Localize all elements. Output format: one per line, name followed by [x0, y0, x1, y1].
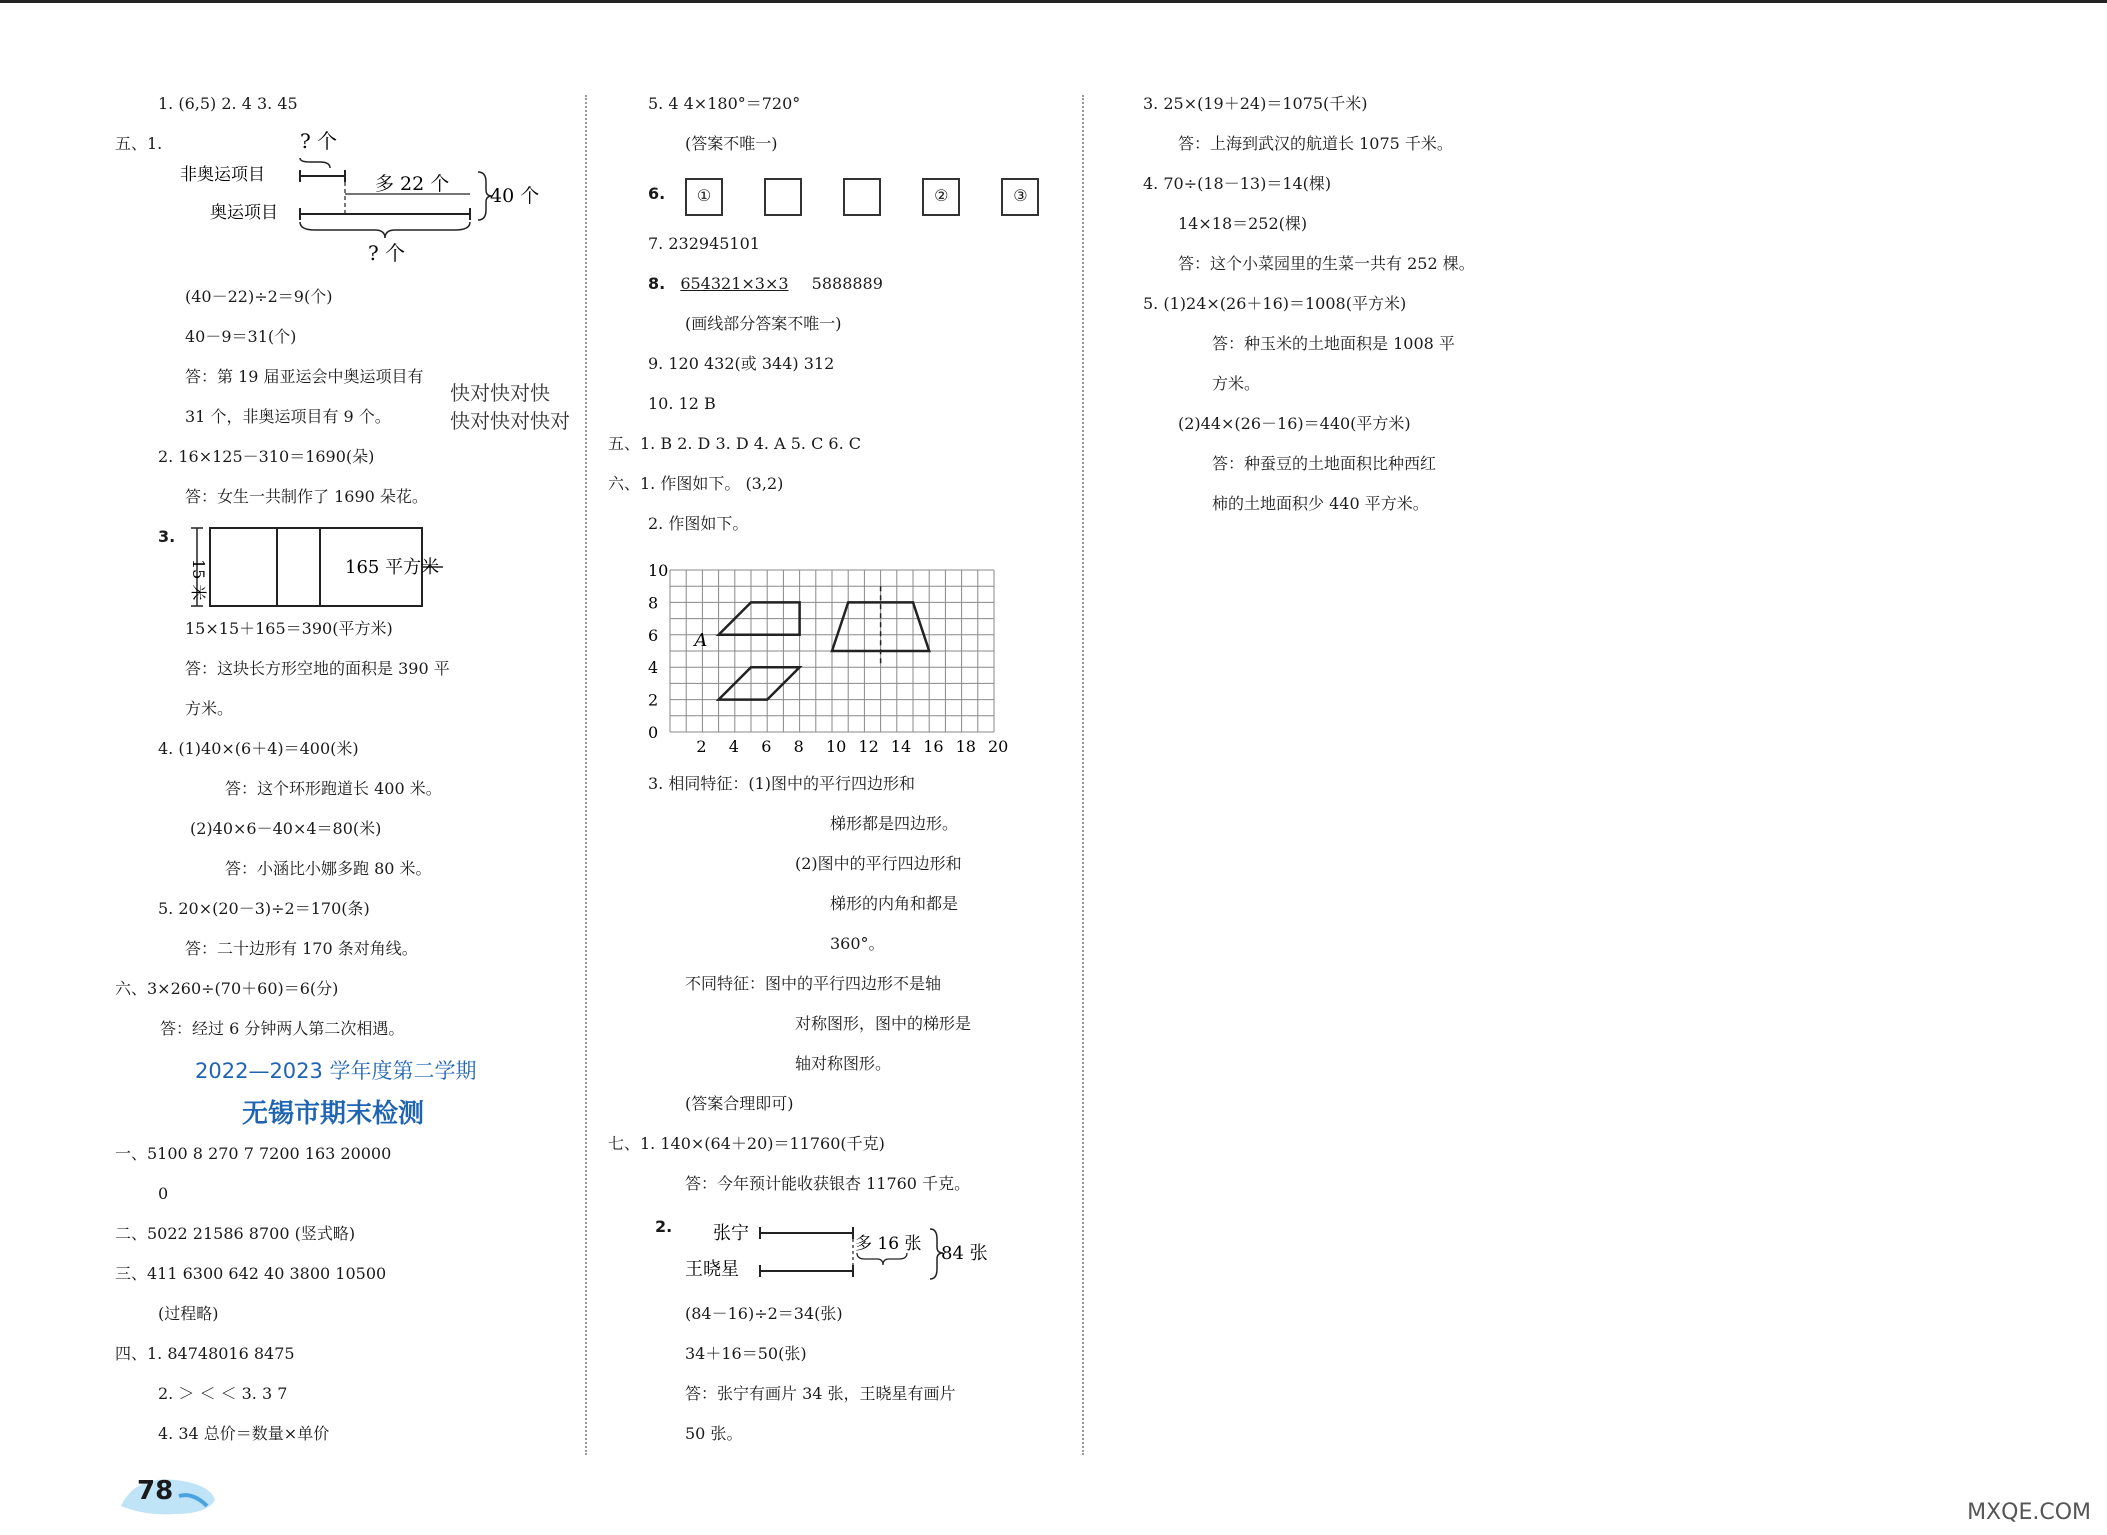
diagram-row-label: 奥运项目	[210, 203, 278, 223]
diagram-difference-label: 多 16 张	[855, 1234, 922, 1254]
answer-line: 五、1. B 2. D 3. D 4. A 5. C 6. C	[608, 434, 861, 453]
section-subtitle: 2022—2023 学年度第二学期	[195, 1059, 477, 1083]
answer-line: 2. 16×125－310＝1690(朵)	[158, 447, 375, 466]
answer-line: 答：小涵比小娜多跑 80 米。	[225, 859, 432, 878]
answer-line: 六、3×260÷(70＋60)＝6(分)	[115, 979, 339, 998]
answer-box	[764, 178, 802, 216]
diagram-total-label: 40 个	[490, 185, 540, 207]
answer-line: 三、411 6300 642 40 3800 10500	[115, 1264, 387, 1283]
x-tick-label: 4	[728, 737, 739, 756]
answer-line: (40－22)÷2＝9(个)	[185, 287, 333, 306]
answer-line: 4. (1)40×(6＋4)＝400(米)	[158, 739, 359, 758]
stamp-overlay-text: 快对快对快对	[450, 409, 570, 433]
answer-line: 答：二十边形有 170 条对角线。	[185, 939, 418, 958]
answer-line: 40－9＝31(个)	[185, 327, 297, 346]
answer-box: ③	[1001, 178, 1039, 216]
answer-line: 答：第 19 届亚运会中奥运项目有	[185, 367, 424, 386]
answer-line: 不同特征：图中的平行四边形不是轴	[685, 974, 942, 993]
answer-line: 方米。	[1212, 374, 1261, 393]
answer-line: (答案不唯一)	[685, 134, 778, 153]
answer-line: (2)44×(26－16)＝440(平方米)	[1178, 414, 1411, 433]
answer-line: 梯形都是四边形。	[830, 814, 959, 833]
answer-line: 答：这个环形跑道长 400 米。	[225, 779, 442, 798]
section-label: 五、1.	[115, 134, 163, 153]
answer-line: 答：上海到武汉的航道长 1075 千米。	[1178, 134, 1453, 153]
answer-line: 答：今年预计能收获银杏 11760 千克。	[685, 1174, 971, 1193]
x-tick-label: 8	[793, 737, 804, 756]
answer-line: 答：种玉米的土地面积是 1008 平	[1212, 334, 1455, 353]
answer-line: 15×15＋165＝390(平方米)	[185, 619, 393, 638]
x-tick-label: 14	[890, 737, 912, 756]
diagram-row-label: 王晓星	[685, 1259, 739, 1280]
x-tick-label: 2	[696, 737, 707, 756]
section-title: 无锡市期末检测	[242, 1099, 425, 1129]
answer-line: 4. 34 总价＝数量×单价	[158, 1424, 330, 1443]
column-divider	[585, 95, 587, 1455]
answer-line: 轴对称图形。	[795, 1054, 892, 1073]
answer-value: 5888889	[811, 274, 883, 293]
page-number: 78	[137, 1476, 174, 1506]
answer-line: 5. 20×(20－3)÷2＝170(条)	[158, 899, 370, 918]
diagram-row-label: 非奥运项目	[180, 165, 265, 185]
x-tick-label: 10	[826, 737, 847, 756]
answer-line: 四、1. 84748016 8475	[115, 1344, 295, 1363]
y-tick-label: 10	[648, 561, 669, 580]
answer-line: 34＋16＝50(张)	[685, 1344, 807, 1363]
underlined-answer: 654321×3×3	[680, 274, 789, 293]
answer-line: 六、1. 作图如下。 (3,2)	[608, 474, 784, 493]
line-segment-diagram-1	[180, 130, 560, 270]
answer-boxes	[685, 178, 1045, 216]
answer-box: ①	[685, 178, 723, 216]
diagram-total-label: 84 张	[941, 1243, 988, 1264]
answer-line: (84－16)÷2＝34(张)	[685, 1304, 843, 1323]
answer-box	[843, 178, 881, 216]
y-tick-label: 0	[648, 723, 659, 742]
item-number: 8.	[648, 274, 666, 293]
coordinate-grid	[640, 560, 1020, 760]
y-tick-label: 2	[648, 690, 659, 710]
page-number-badge	[115, 1470, 225, 1524]
answer-line: 答：张宁有画片 34 张，王晓星有画片	[685, 1384, 956, 1403]
answer-line: 答：经过 6 分钟两人第二次相遇。	[160, 1019, 405, 1038]
diagram-question-bottom: ? 个	[368, 241, 406, 265]
diagram-row-label: 张宁	[713, 1223, 749, 1244]
answer-line: 2. ＞ ＜ ＜ 3. 3 7	[158, 1384, 288, 1403]
answer-line: 3. 相同特征：(1)图中的平行四边形和	[648, 774, 916, 793]
stamp-overlay-text: 快对快对快	[450, 381, 550, 405]
answer-line: (2)图中的平行四边形和	[795, 854, 962, 873]
answer-line: 5. 4 4×180°＝720°	[648, 94, 801, 113]
answer-line: (过程略)	[158, 1304, 219, 1323]
item-number: 2.	[655, 1217, 673, 1236]
answer-line: 7. 232945101	[648, 234, 760, 253]
answer-line: 答：这个小菜园里的生菜一共有 252 棵。	[1178, 254, 1475, 273]
x-tick-label: 12	[858, 737, 879, 756]
answer-line: 二、5022 21586 8700 (竖式略)	[115, 1224, 356, 1243]
answer-line: 对称图形，图中的梯形是	[795, 1014, 972, 1033]
answer-line: 一、5100 8 270 7 7200 163 20000	[115, 1144, 392, 1163]
answer-line-8	[648, 275, 883, 293]
answer-line: (2)40×6－40×4＝80(米)	[190, 819, 382, 838]
point-label-a: A	[694, 630, 708, 652]
answer-line: 2. 作图如下。	[648, 514, 749, 533]
answer-line: 七、1. 140×(64＋20)＝11760(千克)	[608, 1134, 885, 1153]
answer-line: 14×18＝252(棵)	[1178, 214, 1308, 233]
answer-box: ②	[922, 178, 960, 216]
answer-line: 31 个，非奥运项目有 9 个。	[185, 407, 391, 426]
item-number: 6.	[648, 184, 666, 203]
answer-line: 360°。	[830, 934, 885, 953]
top-rule	[0, 0, 2107, 3]
answer-line: 柿的土地面积少 440 平方米。	[1212, 494, 1429, 513]
answer-line: 5. (1)24×(26＋16)＝1008(平方米)	[1143, 294, 1407, 313]
line-segment-diagram-2	[685, 1215, 1025, 1295]
answer-line: 10. 12 B	[648, 394, 716, 413]
x-tick-label: 16	[923, 737, 944, 756]
answer-line: 答：这块长方形空地的面积是 390 平	[185, 659, 450, 678]
item-number: 3.	[158, 527, 176, 546]
answer-line: 3. 25×(19＋24)＝1075(千米)	[1143, 94, 1368, 113]
y-tick-label: 6	[648, 625, 659, 645]
x-tick-label: 18	[955, 737, 976, 756]
rectangle-diagram	[185, 525, 485, 615]
answer-line: 方米。	[185, 699, 234, 718]
answer-line: 1. (6,5) 2. 4 3. 45	[158, 94, 298, 113]
column-divider	[1082, 95, 1084, 1455]
answer-line: 0	[158, 1184, 169, 1203]
answer-line: 50 张。	[685, 1424, 743, 1443]
diagram-difference-label: 多 22 个	[375, 173, 450, 195]
answer-line: 9. 120 432(或 344) 312	[648, 354, 835, 373]
answer-line: 4. 70÷(18－13)＝14(棵)	[1143, 174, 1332, 193]
y-tick-label: 8	[648, 593, 659, 613]
answer-line: 答：种蚕豆的土地面积比种西红	[1212, 454, 1437, 473]
area-label: 165 平方米	[345, 557, 440, 578]
x-tick-label: 20	[988, 737, 1009, 756]
answer-line: 答：女生一共制作了 1690 朵花。	[185, 487, 428, 506]
watermark-text: MXQE.COM	[1967, 1500, 2091, 1525]
answer-line: (答案合理即可)	[685, 1094, 794, 1113]
diagram-question-top: ? 个	[300, 130, 338, 153]
answer-line: (画线部分答案不唯一)	[685, 314, 842, 333]
answer-line: 梯形的内角和都是	[830, 894, 959, 913]
y-tick-label: 4	[648, 658, 659, 678]
x-tick-label: 6	[761, 737, 772, 756]
side-length-label: 15 米	[189, 559, 208, 601]
